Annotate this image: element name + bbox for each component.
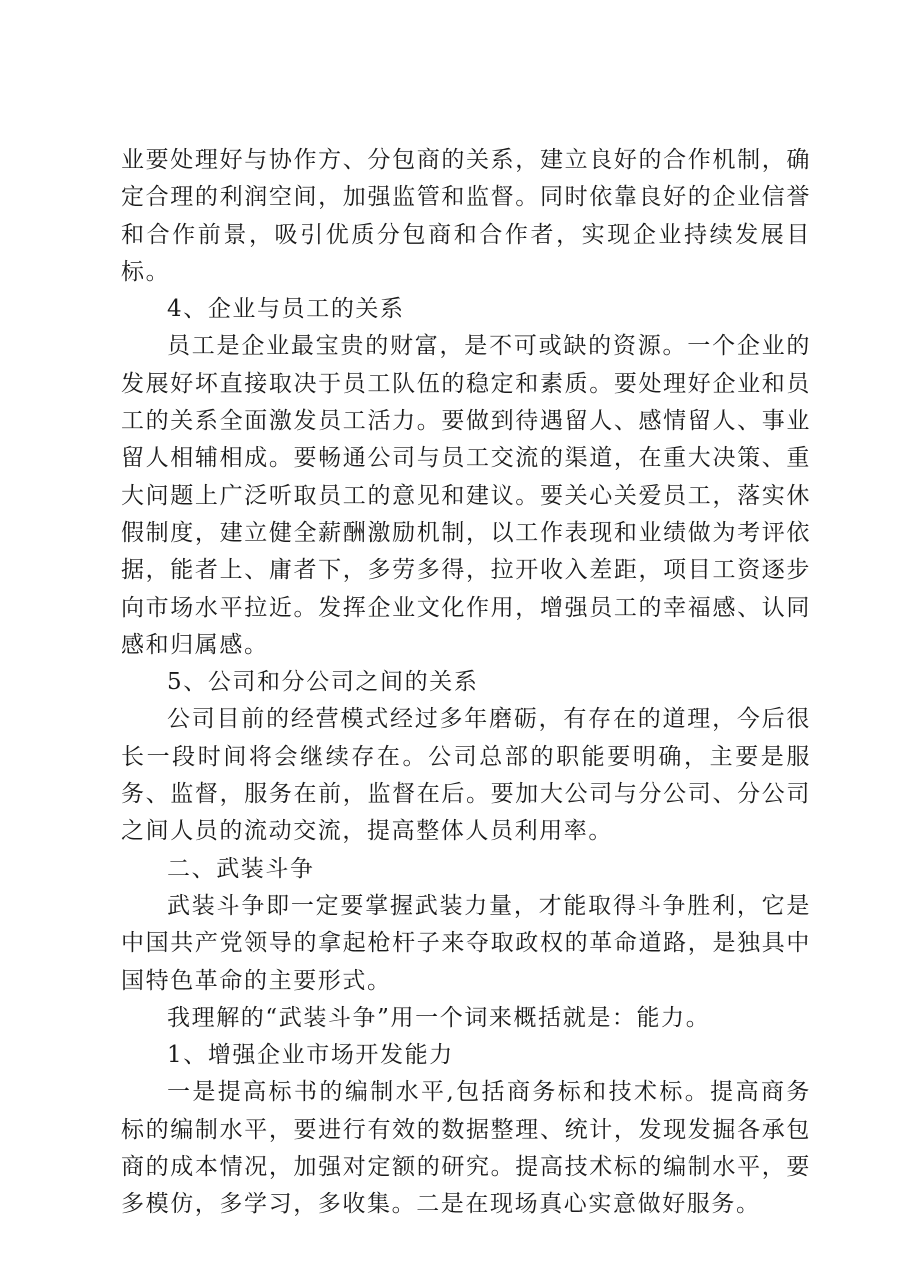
section-heading: 二、武装斗争	[167, 855, 315, 882]
paragraph: 公司目前的经营模式经过多年磨砺，有存在的道理，今后很长一段时间将会继续存在。公司总部的职能要明确，主要是服务、监督，服务在前，监督在后。要加大公司与分公司、分公司之间人员的流动交流，提高整体人员利用率。	[121, 706, 811, 845]
paragraph: 业要处理好与协作方、分包商的关系，建立良好的合作机制，确定合理的利润空间，加强监管和监督。同时依靠良好的企业信誉和合作前景，吸引优质分包商和合作者，实现企业持续发展目标。	[121, 147, 811, 285]
section-heading: 5、公司和分公司之间的关系	[167, 669, 479, 696]
paragraph: 武装斗争即一定要掌握武装力量，才能取得斗争胜利，它是中国共产党领导的拿起枪杆子来夺取政权的革命道路，是独具中国特色革命的主要形式。	[121, 892, 811, 994]
section-heading: 1、增强企业市场开发能力	[167, 1042, 454, 1069]
paragraph: 我理解的“武装斗争”用一个词来概括就是：能力。	[167, 1004, 711, 1031]
section-heading: 4、企业与员工的关系	[167, 296, 405, 323]
paragraph: 员工是企业最宝贵的财富，是不可或缺的资源。一个企业的发展好坏直接取决于员工队伍的稳定和素质。要处理好企业和员工的关系全面激发员工活力。要做到待遇留人、感情留人、事业留人相辅相成。要畅通公司与员工交流的渠道，在重大决策、重大问题上广泛听取员工的意见和建议。要关心关爱员工，落实休假制度，建立健全薪酬激励机制，以工作表现和业绩做为考评依据，能者上、庸者下，多劳多得，拉开收入差距，项目工资逐步向市场水平拉近。发挥企业文化作用，增强员工的幸福感、认同感和归属感。	[121, 333, 811, 658]
document-body	[121, 142, 811, 1224]
paragraph: 一是提高标书的编制水平,包括商务标和技术标。提高商务标的编制水平，要进行有效的数据整理、统计，发现发掘各承包商的成本情况，加强对定额的研究。提高技术标的编制水平，要多模仿，多学习，多收集。二是在现场真心实意做好服务。	[121, 1079, 811, 1218]
